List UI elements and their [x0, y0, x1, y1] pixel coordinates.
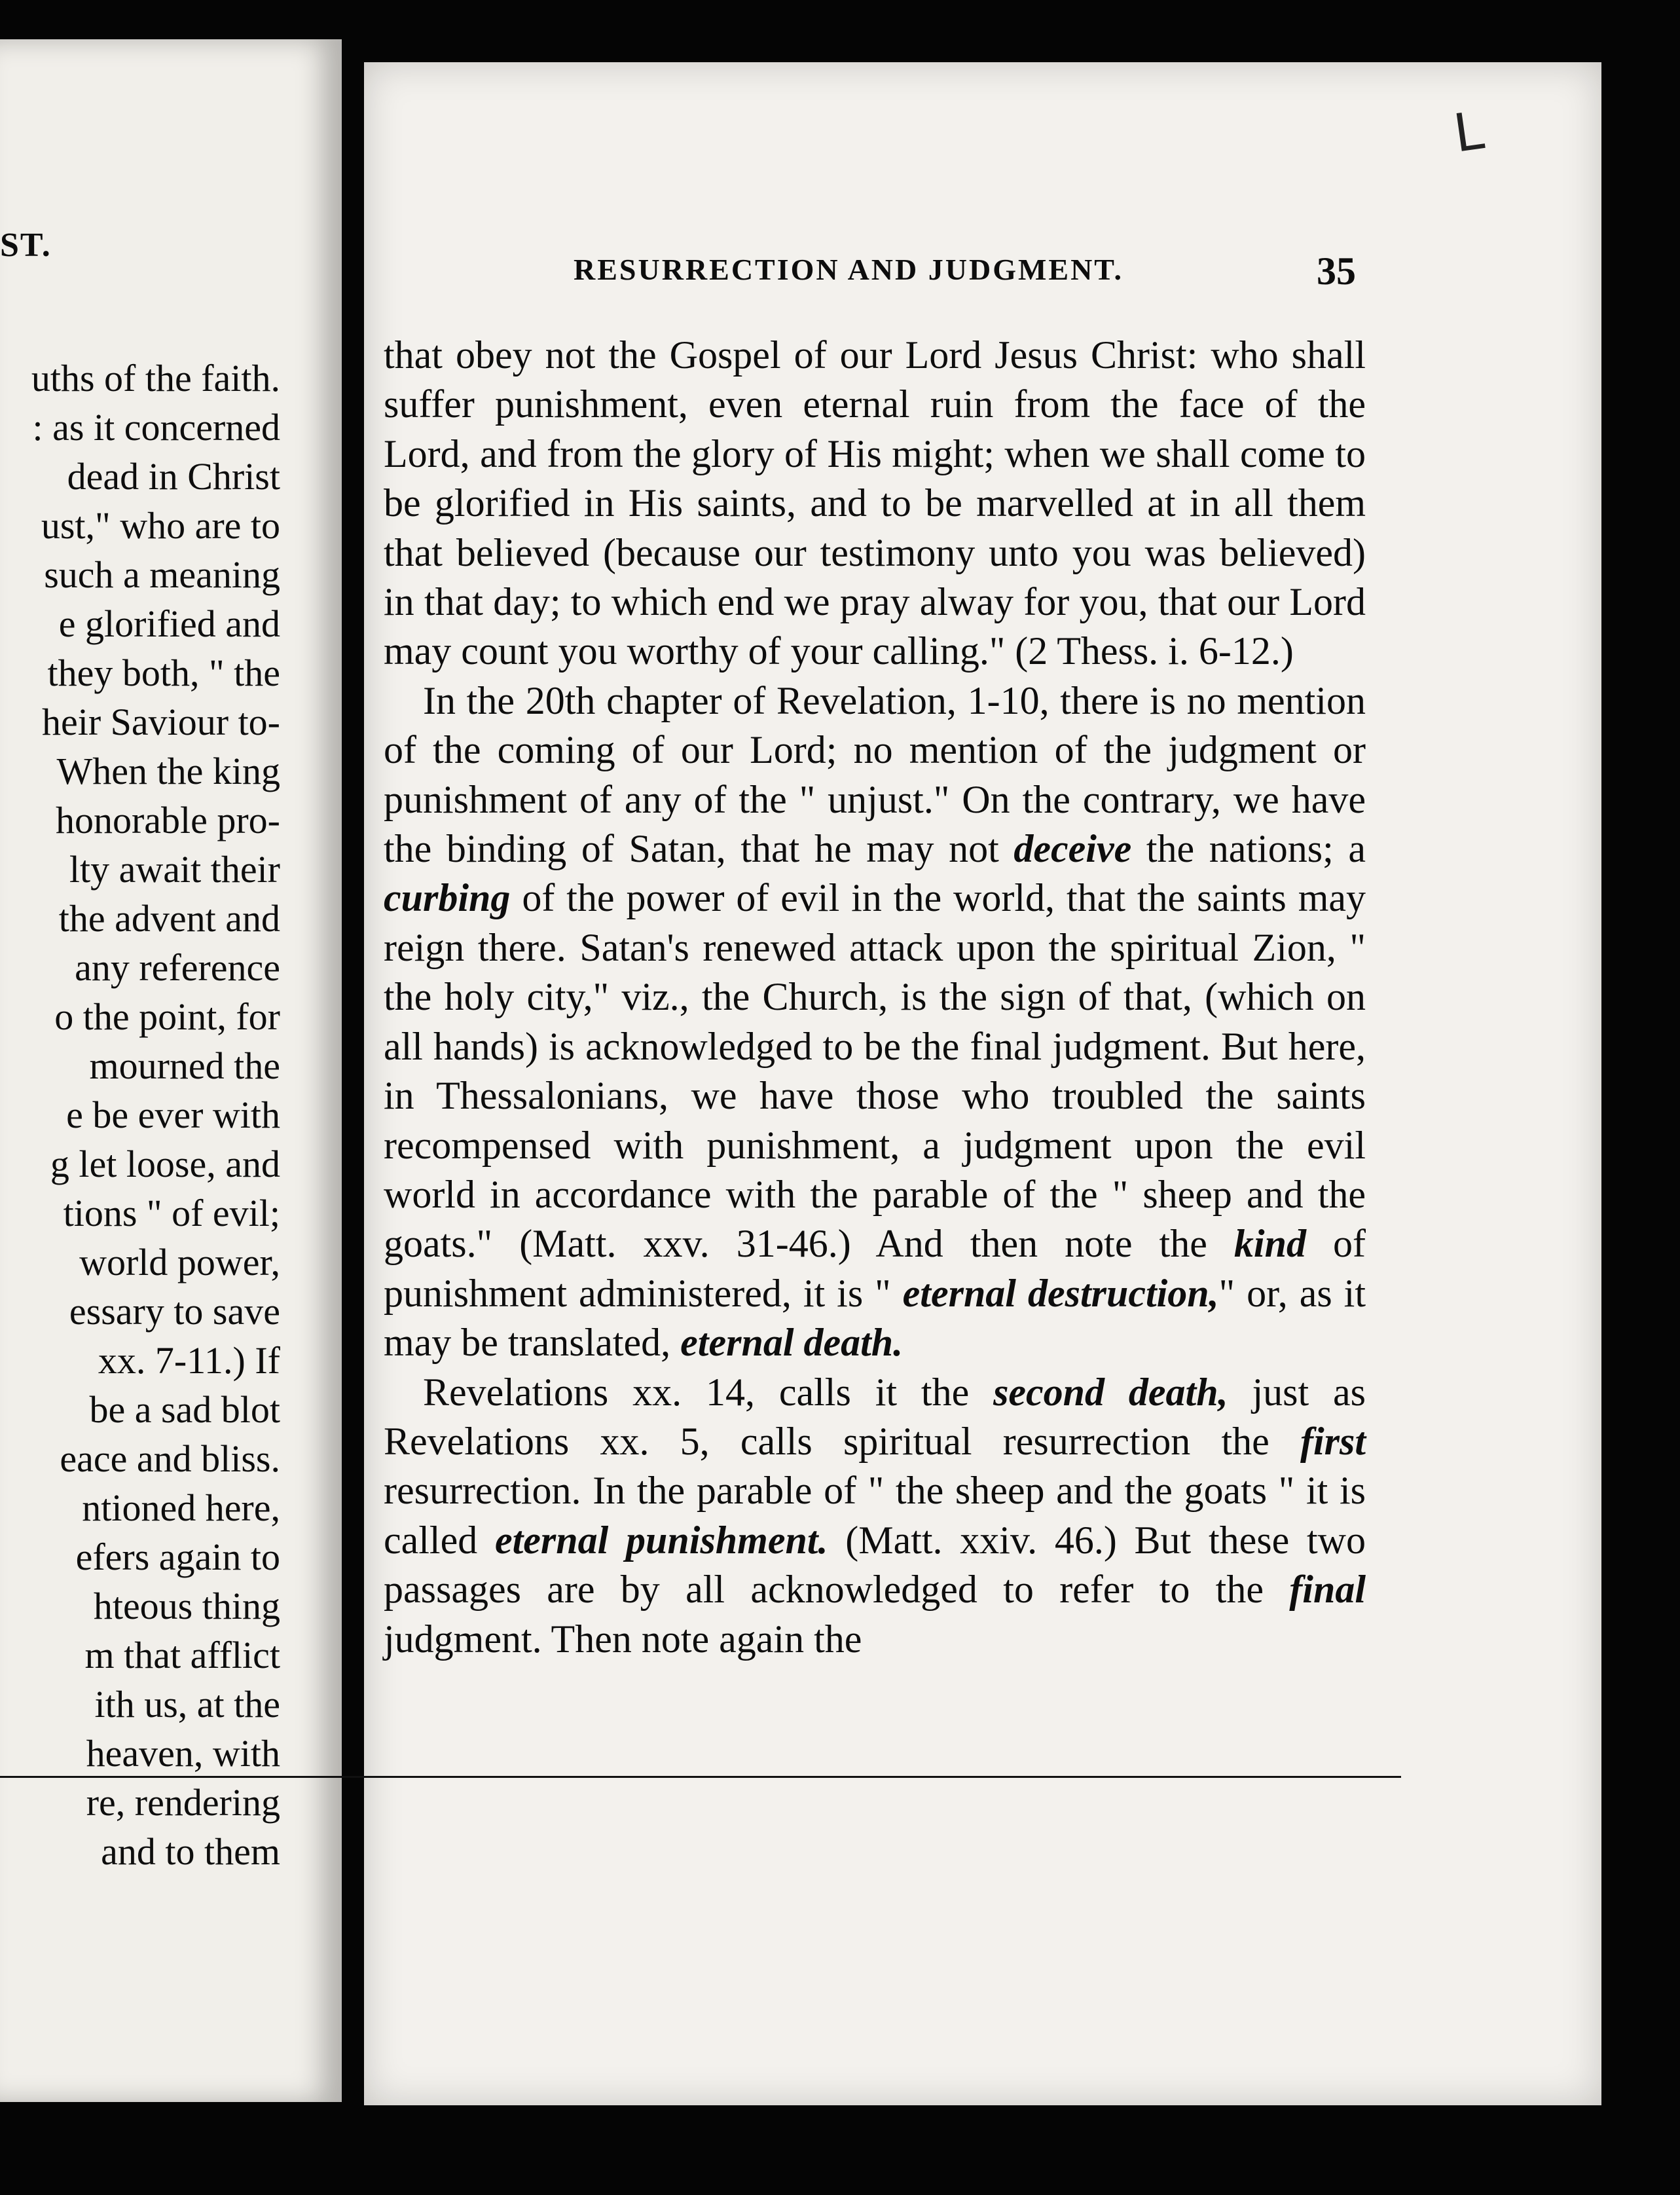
left-page-line: essary to save	[69, 1290, 280, 1333]
left-page-line: eace and bliss.	[60, 1437, 280, 1480]
left-page-line: heir Saviour to-	[41, 701, 280, 743]
emphasis: curbing	[384, 876, 511, 920]
left-page-line: such a meaning	[44, 553, 280, 596]
left-page-line: the advent and	[58, 897, 280, 940]
left-page-line: : as it concerned	[32, 406, 280, 449]
emphasis: deceive	[1013, 827, 1132, 871]
paragraph-3: Revelations xx. 14, calls it the second death, just as Revelations xx. 5, calls spiritual resurrection the first resurrection. In the parable of " the sheep and the goats " it is called eternal punishment. (Matt. xxiv. 46.) But these two passages are by all acknowledged to refer to the final judgment. Then note again the	[384, 1370, 1366, 1661]
left-page-line: When the king	[56, 750, 280, 792]
left-page-line: be a sad blot	[89, 1388, 280, 1431]
left-page-line: any reference	[75, 946, 280, 989]
left-page-line: e glorified and	[58, 602, 280, 645]
emphasis: final	[1289, 1568, 1366, 1612]
left-page-line: ith us, at the	[94, 1683, 280, 1725]
left-page-line: ust," who are to	[41, 504, 280, 547]
left-page-line: uths of the faith.	[31, 357, 280, 399]
emphasis: eternal destruction,	[902, 1271, 1219, 1315]
left-page-line: mourned the	[89, 1044, 280, 1087]
emphasis: second death,	[993, 1370, 1228, 1414]
emphasis: eternal death.	[680, 1321, 904, 1365]
running-head: RESURRECTION AND JUDGMENT.	[574, 253, 1124, 286]
left-page-line: honorable pro-	[55, 799, 280, 841]
left-page-line: g let loose, and	[50, 1143, 280, 1185]
book-gutter	[342, 0, 364, 2195]
emphasis: kind	[1233, 1222, 1306, 1266]
left-page-line: m that afflict	[84, 1634, 280, 1676]
paragraph-2: In the 20th chapter of Revelation, 1-10, there is no mention of the coming of our Lord; no mention of the judgment or punishment of any of the " unjust." On the contrary, we have the binding of Satan, that he may not deceive the nations; a curbing of the power of evil in the world, that the saints may reign there. Satan's renewed attack upon the spiritual Zion, " the holy city," viz., the Church, is the sign of that, (which on all hands) is acknowledged to be the final judgment. But here, in Thessalonians, we have those who troubled the saints recompensed with punishment, a judgment upon the evil world in accordance with the parable of the " sheep and the goats." (Matt. xxv. 31-46.) And then note the kind of punishment administered, it is " eternal destruction," or, as it may be translated, eternal death.	[384, 678, 1366, 1365]
left-page-line: dead in Christ	[67, 455, 280, 498]
left-page-line: tions " of evil;	[63, 1192, 280, 1234]
left-page-line: and to them	[101, 1830, 280, 1873]
left-page-line: hteous thing	[93, 1585, 280, 1627]
left-page	[0, 39, 342, 2102]
left-page-text	[31, 354, 280, 1876]
right-page	[364, 62, 1601, 2105]
left-page-line: re, rendering	[86, 1781, 280, 1824]
emphasis: first	[1300, 1419, 1366, 1463]
body-text	[384, 331, 1366, 1664]
left-page-line: heaven, with	[86, 1732, 280, 1775]
left-running-head-fragment: ST.	[0, 227, 52, 264]
left-page-line: e be ever with	[66, 1094, 280, 1136]
paragraph-1: that obey not the Gospel of our Lord Jesus Christ: who shall suffer punishment, even eternal ruin from the face of the Lord, and from the glory of His might; when we shall come to be glorified in His saints, and to be marvelled at in all them that believed (because our testimony unto you was believed) in that day; to which end we pray alway for you, that our Lord may count you worthy of your calling." (2 Thess. i. 6-12.)	[384, 333, 1366, 673]
pencil-mark: L	[1450, 100, 1488, 164]
left-page-line: o the point, for	[54, 995, 280, 1038]
left-page-line: world power,	[79, 1241, 280, 1283]
left-page-line: ntioned here,	[82, 1486, 280, 1529]
left-page-line: they both, " the	[47, 652, 280, 694]
page-number: 35	[1317, 249, 1356, 293]
left-page-line: xx. 7-11.) If	[98, 1339, 280, 1382]
scan-line	[0, 1776, 1401, 1778]
left-page-line: efers again to	[75, 1536, 280, 1578]
left-page-line: lty await their	[69, 848, 280, 891]
emphasis: eternal punishment.	[494, 1518, 828, 1562]
